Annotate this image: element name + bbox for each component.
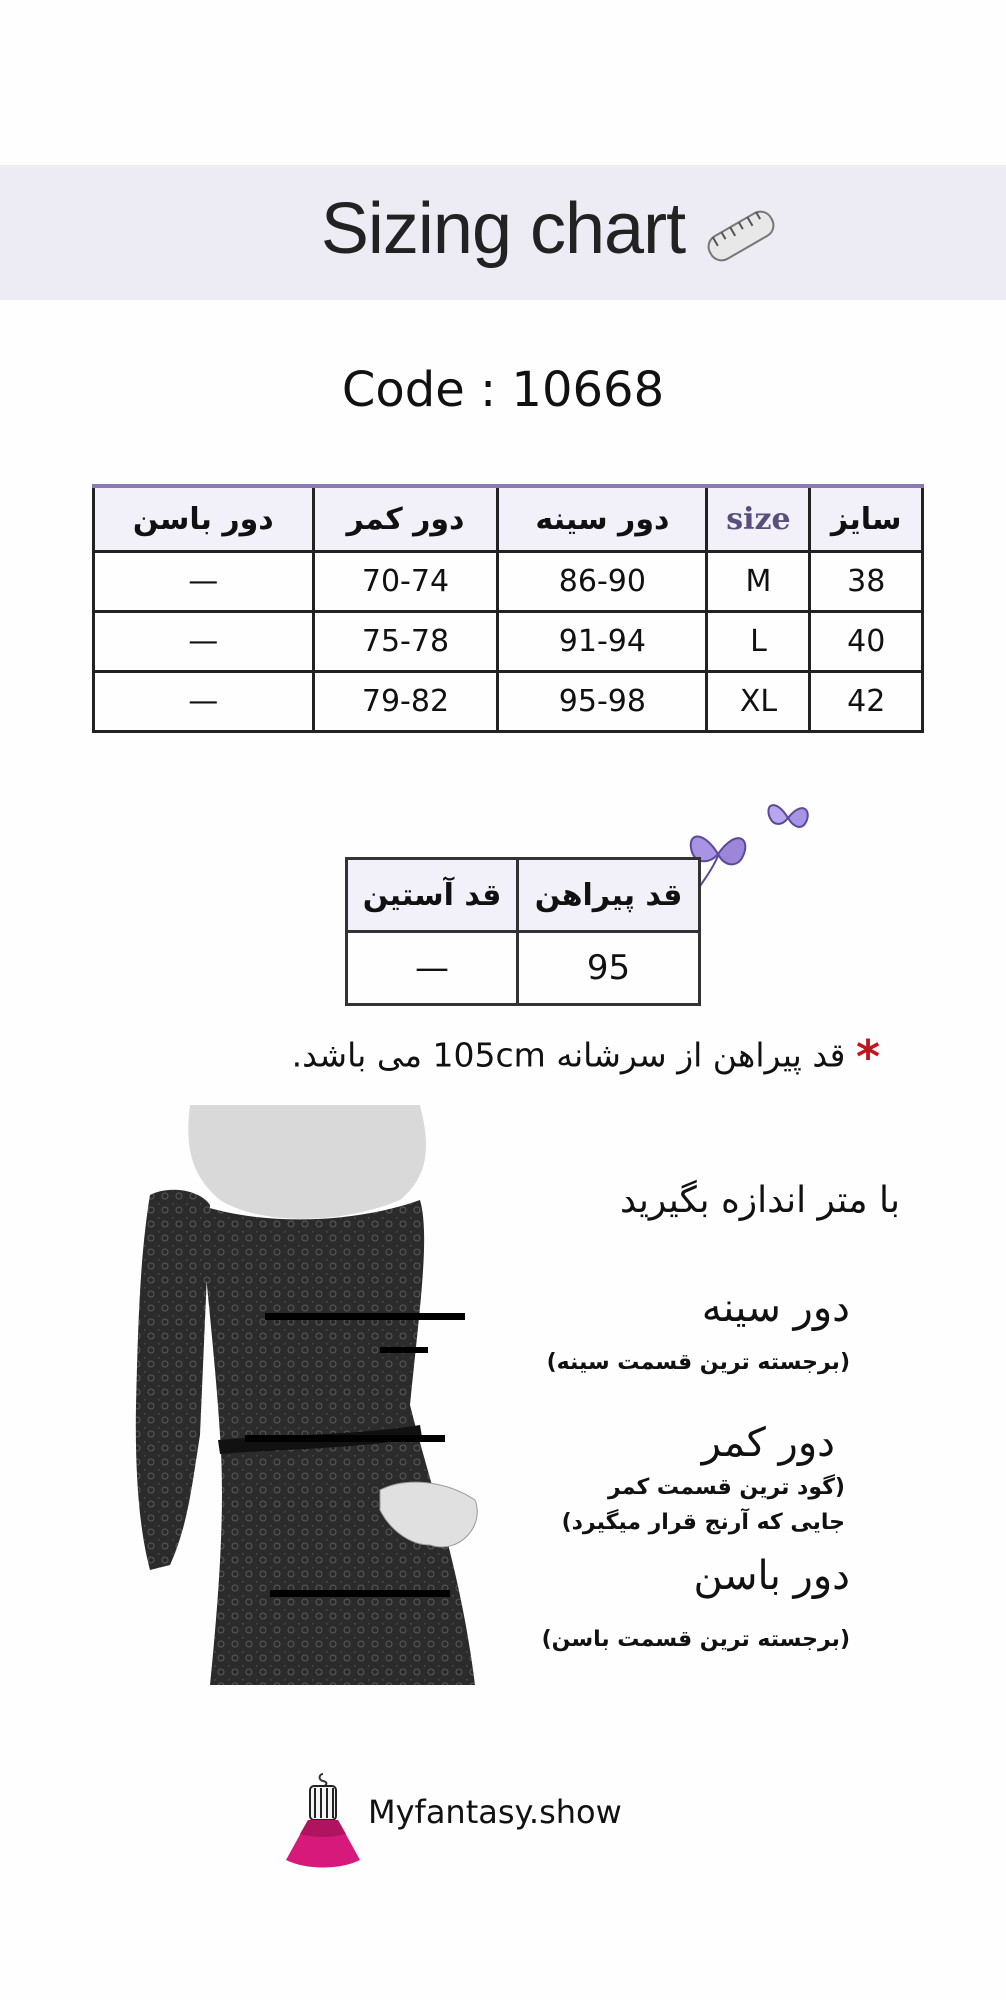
cell-size-fa: 40	[810, 612, 923, 672]
size-table	[92, 484, 924, 733]
page-title: Sizing chart	[320, 189, 686, 269]
length-table	[345, 857, 701, 1006]
header-bust: دور سینه	[498, 486, 707, 552]
table-row	[94, 672, 923, 732]
hip-note: (برجسته ترین قسمت باسن)	[541, 1627, 850, 1652]
cell-hip: —	[94, 612, 314, 672]
header-hip: دور باسن	[94, 486, 314, 552]
waist-note-1: (گود ترین قسمت کمر	[608, 1475, 845, 1500]
length-table-header-row	[347, 859, 700, 932]
cell-waist: 70-74	[313, 552, 498, 612]
table-row	[94, 612, 923, 672]
length-note	[240, 1030, 880, 1084]
dress-figure-image	[130, 1105, 490, 1685]
cell-sleeve-length: —	[347, 932, 518, 1005]
dress-logo-icon	[280, 1772, 366, 1872]
header-sleeve-length: قد آستین	[347, 859, 518, 932]
header-dress-length: قد پیراهن	[518, 859, 700, 932]
cell-dress-length: 95	[518, 932, 700, 1005]
note-star: *	[855, 1030, 880, 1084]
header-size-fa: سایز	[810, 486, 923, 552]
cell-waist: 75-78	[313, 612, 498, 672]
cell-size-fa: 38	[810, 552, 923, 612]
butterfly-icon	[762, 792, 814, 844]
product-code: Code : 10668	[341, 362, 665, 418]
header-waist: دور کمر	[313, 486, 498, 552]
waist-label: دور کمر	[701, 1420, 835, 1466]
cell-size-en: L	[707, 612, 810, 672]
cell-hip: —	[94, 672, 314, 732]
header-size-en: size	[707, 486, 810, 552]
cell-bust: 86-90	[498, 552, 707, 612]
cell-waist: 79-82	[313, 672, 498, 732]
bust-note: (برجسته ترین قسمت سینه)	[546, 1350, 850, 1375]
table-row	[347, 932, 700, 1005]
measuring-tape-icon	[700, 195, 782, 277]
measure-title: با متر اندازه بگیرید	[619, 1180, 900, 1221]
hip-label: دور باسن	[693, 1553, 850, 1599]
waist-note-2: جایی که آرنج قرار میگیرد)	[561, 1510, 845, 1535]
cell-bust: 95-98	[498, 672, 707, 732]
cell-size-fa: 42	[810, 672, 923, 732]
cell-size-en: XL	[707, 672, 810, 732]
table-row	[94, 552, 923, 612]
cell-hip: —	[94, 552, 314, 612]
bust-label: دور سینه	[701, 1285, 850, 1331]
cell-size-en: M	[707, 552, 810, 612]
note-text: قد پیراهن از سرشانه 105cm می باشد.	[291, 1035, 846, 1075]
brand-name: Myfantasy.show	[368, 1793, 622, 1831]
cell-bust: 91-94	[498, 612, 707, 672]
size-table-header-row	[94, 486, 923, 552]
